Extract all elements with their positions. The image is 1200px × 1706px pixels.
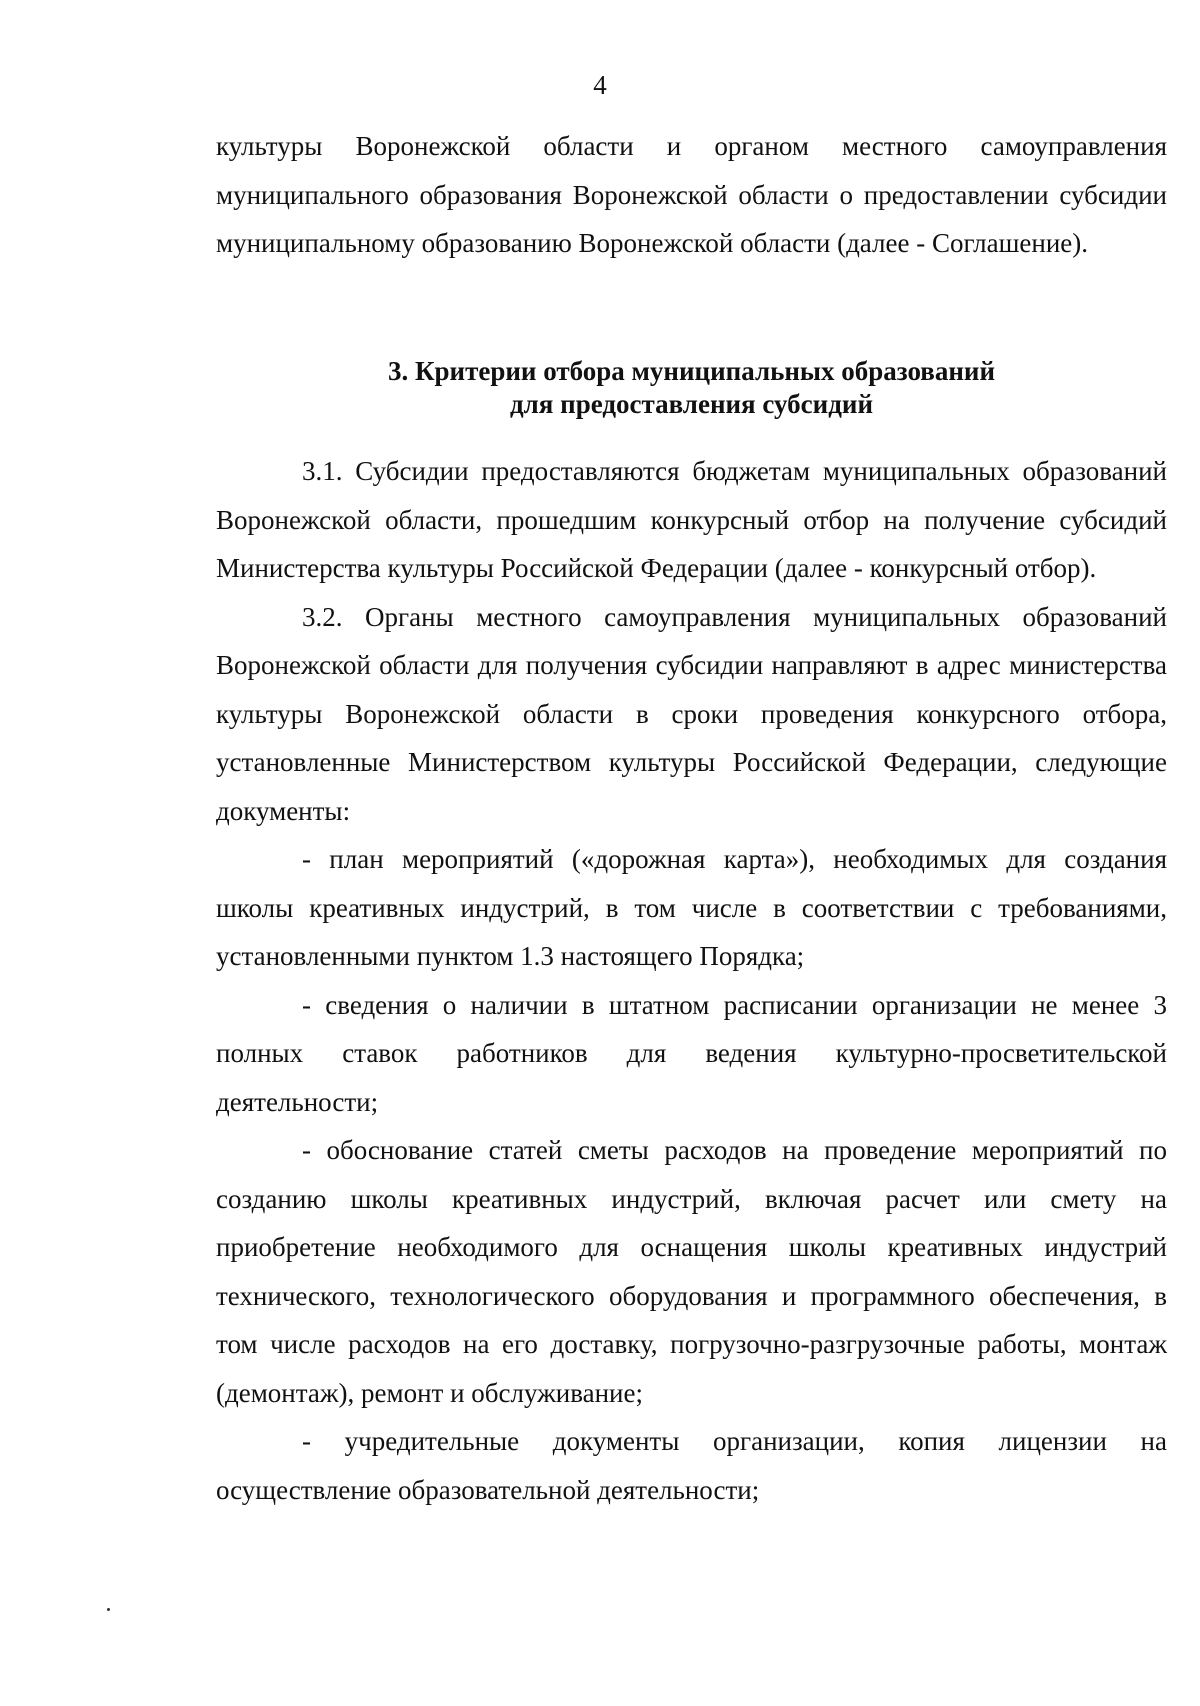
list-item-staffing: - сведения о наличии в штатном расписании организации не менее 3 полных ставок работников для ведения культурно-просветительской деятельности; (216, 989, 1167, 1117)
paragraph-3-2: 3.2. Органы местного самоуправления муниципальных образований Воронежской области для получения субсидии направляют в адрес министерства культуры Воронежской области в сроки проведения конкурсного отбора, установленные Министерством культуры Российской Федерации, следующие документы: (216, 601, 1167, 826)
section-heading (216, 355, 1167, 421)
scan-speck (107, 1608, 110, 1611)
text-block-section-3 (216, 447, 1167, 1514)
page-number: 4 (593, 70, 607, 100)
list-item-roadmap: - план мероприятий («дорожная карта»), необходимых для создания школы креативных индустрий, в том числе в соответствии с требованиями, установленными пунктом 1.3 настоящего Порядка; (216, 844, 1167, 971)
paragraph-3-1: 3.1. Субсидии предоставляются бюджетам муниципальных образований Воронежской области, прошедшим конкурсный отбор на получение субсидий Министерства культуры Российской Федерации (далее - конкурсный отбор). (216, 456, 1167, 583)
list-item-budget-justification: - обоснование статей сметы расходов на проведение мероприятий по созданию школы креативных индустрий, включая расчет или смету на приобретение необходимого для оснащения школы креативных индустрий технического, технологического оборудования и программного обеспечения, в том числе расходов на его доставку, погрузочно-разгрузочные работы, монтаж (демонтаж), ремонт и обслуживание; (216, 1135, 1167, 1408)
list-item-founding-documents: - учредительные документы организации, копия лицензии на осуществление образовательной деятельности; (216, 1426, 1167, 1505)
section-heading-line-1: 3. Критерии отбора муниципальных образований (387, 356, 996, 386)
section-heading-line-2: для предоставления субсидий (509, 389, 873, 419)
text-block-continuation (216, 122, 1167, 268)
paragraph-continuation: культуры Воронежской области и органом местного самоуправления муниципального образования Воронежской области о предоставлении субсидии муниципальному образованию Воронежской области (далее - Соглашение). (216, 131, 1167, 258)
